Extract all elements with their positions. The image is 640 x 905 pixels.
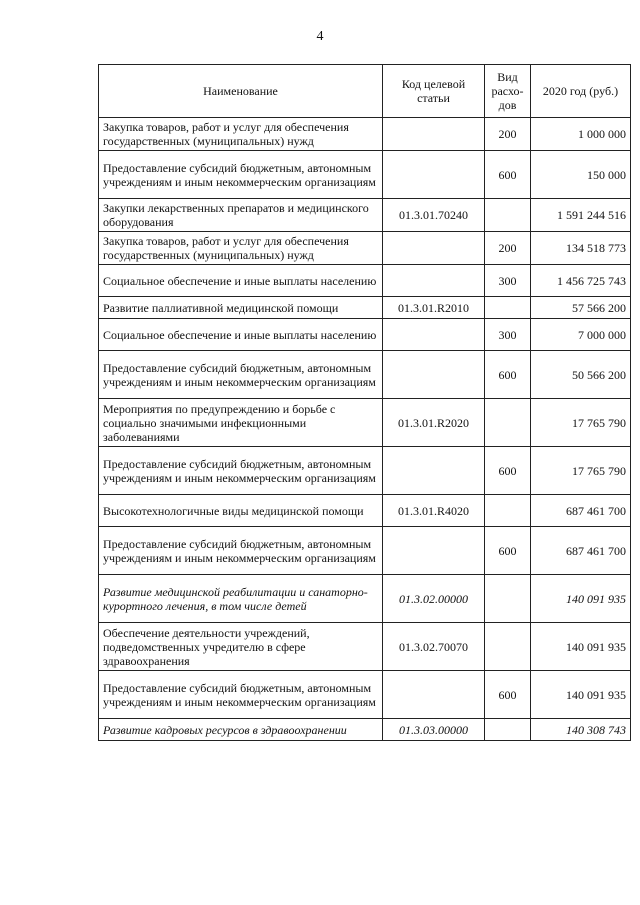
cell-name: Предоставление субсидий бюджетным, автономным учреждениям и иным некоммерческим организациям [99, 351, 383, 399]
cell-amount: 140 091 935 [531, 671, 631, 719]
cell-amount: 140 091 935 [531, 623, 631, 671]
table-row [99, 623, 631, 671]
cell-vid: 600 [485, 151, 531, 199]
cell-name: Закупки лекарственных препаратов и медицинского оборудования [99, 199, 383, 232]
header-name: Наименование [99, 65, 383, 118]
cell-name: Закупка товаров, работ и услуг для обеспечения государственных (муниципальных) нужд [99, 118, 383, 151]
cell-name: Развитие паллиативной медицинской помощи [99, 297, 383, 319]
page-number: 4 [316, 29, 324, 44]
cell-amount: 687 461 700 [531, 527, 631, 575]
cell-code [383, 118, 485, 151]
cell-vid: 200 [485, 232, 531, 265]
cell-vid: 200 [485, 118, 531, 151]
cell-name: Предоставление субсидий бюджетным, автономным учреждениям и иным некоммерческим организациям [99, 447, 383, 495]
cell-code [383, 671, 485, 719]
header-vid: Вид расхо-дов [485, 65, 531, 118]
table-row [99, 151, 631, 199]
table-row [99, 199, 631, 232]
cell-vid: 600 [485, 447, 531, 495]
cell-vid [485, 199, 531, 232]
cell-vid: 600 [485, 351, 531, 399]
cell-vid: 300 [485, 319, 531, 351]
table-row [99, 399, 631, 447]
header-code: Код целевой статьи [383, 65, 485, 118]
cell-vid [485, 623, 531, 671]
cell-amount: 134 518 773 [531, 232, 631, 265]
cell-vid [485, 719, 531, 741]
cell-name: Предоставление субсидий бюджетным, автономным учреждениям и иным некоммерческим организациям [99, 151, 383, 199]
cell-code: 01.3.01.70240 [383, 199, 485, 232]
table-row [99, 527, 631, 575]
table-row [99, 351, 631, 399]
cell-code: 01.3.03.00000 [383, 719, 485, 741]
cell-amount: 1 000 000 [531, 118, 631, 151]
cell-code [383, 527, 485, 575]
table-row [99, 118, 631, 151]
cell-name: Предоставление субсидий бюджетным, автономным учреждениям и иным некоммерческим организациям [99, 671, 383, 719]
cell-code [383, 265, 485, 297]
cell-code: 01.3.01.R2020 [383, 399, 485, 447]
cell-name: Высокотехнологичные виды медицинской помощи [99, 495, 383, 527]
table-row [99, 447, 631, 495]
cell-name: Социальное обеспечение и иные выплаты населению [99, 319, 383, 351]
table-row [99, 719, 631, 741]
cell-amount: 17 765 790 [531, 447, 631, 495]
cell-code: 01.3.01.R2010 [383, 297, 485, 319]
cell-code: 01.3.01.R4020 [383, 495, 485, 527]
table-row [99, 319, 631, 351]
budget-table [98, 64, 631, 741]
cell-amount: 150 000 [531, 151, 631, 199]
cell-name: Развитие медицинской реабилитации и санаторно-курортного лечения, в том числе детей [99, 575, 383, 623]
header-amount: 2020 год (руб.) [531, 65, 631, 118]
cell-code [383, 232, 485, 265]
cell-name: Развитие кадровых ресурсов в здравоохранении [99, 719, 383, 741]
cell-amount: 7 000 000 [531, 319, 631, 351]
table-header-row [99, 65, 631, 118]
cell-code [383, 151, 485, 199]
cell-vid [485, 575, 531, 623]
cell-amount: 140 308 743 [531, 719, 631, 741]
table-row [99, 495, 631, 527]
cell-name: Закупка товаров, работ и услуг для обеспечения государственных (муниципальных) нужд [99, 232, 383, 265]
table-row [99, 232, 631, 265]
table-row [99, 575, 631, 623]
cell-name: Мероприятия по предупреждению и борьбе с социально значимыми инфекционными заболеваниями [99, 399, 383, 447]
cell-amount: 140 091 935 [531, 575, 631, 623]
cell-amount: 1 591 244 516 [531, 199, 631, 232]
cell-vid: 600 [485, 671, 531, 719]
cell-name: Предоставление субсидий бюджетным, автономным учреждениям и иным некоммерческим организациям [99, 527, 383, 575]
cell-name: Обеспечение деятельности учреждений, подведомственных учредителю в сфере здравоохранения [99, 623, 383, 671]
cell-amount: 1 456 725 743 [531, 265, 631, 297]
cell-amount: 17 765 790 [531, 399, 631, 447]
table-row [99, 265, 631, 297]
cell-vid: 300 [485, 265, 531, 297]
cell-vid [485, 399, 531, 447]
cell-code: 01.3.02.70070 [383, 623, 485, 671]
cell-code [383, 447, 485, 495]
cell-amount: 687 461 700 [531, 495, 631, 527]
cell-code [383, 319, 485, 351]
table-row [99, 671, 631, 719]
cell-name: Социальное обеспечение и иные выплаты населению [99, 265, 383, 297]
cell-amount: 50 566 200 [531, 351, 631, 399]
cell-vid: 600 [485, 527, 531, 575]
table-row [99, 297, 631, 319]
cell-code: 01.3.02.00000 [383, 575, 485, 623]
cell-vid [485, 495, 531, 527]
cell-vid [485, 297, 531, 319]
cell-amount: 57 566 200 [531, 297, 631, 319]
cell-code [383, 351, 485, 399]
